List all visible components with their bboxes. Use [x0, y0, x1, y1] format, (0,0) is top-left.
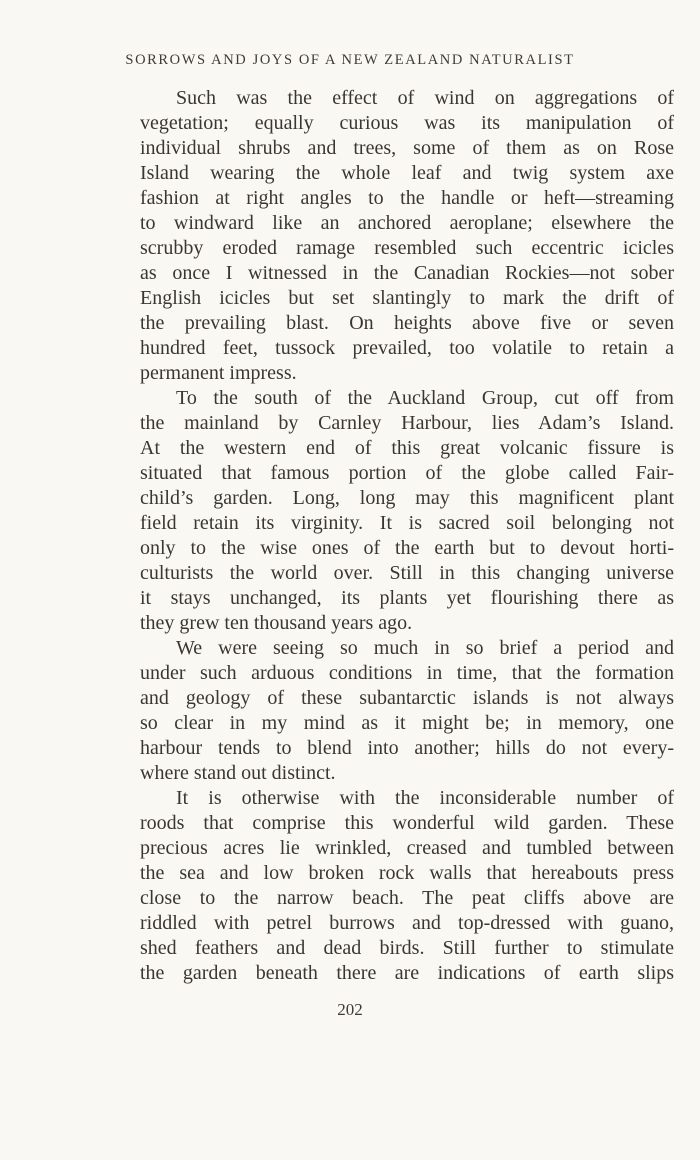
text-line: and geology of these subantarctic islands is not always	[140, 687, 674, 709]
text-line: situated that famous portion of the globe called Fair-	[140, 462, 674, 484]
text-line: to windward like an anchored aeroplane; elsewhere the	[140, 212, 674, 234]
text-line: harbour tends to blend into another; hills do not every-	[140, 737, 674, 759]
text-line: To the south of the Auckland Group, cut off from	[176, 387, 674, 409]
text-line: We were seeing so much in so brief a period and	[176, 637, 674, 659]
text-line: close to the narrow beach. The peat cliffs above are	[140, 887, 674, 909]
text-line: child’s garden. Long, long may this magnificent plant	[140, 487, 674, 509]
text-line: culturists the world over. Still in this changing universe	[140, 562, 674, 584]
text-line: vegetation; equally curious was its manipulation of	[140, 112, 674, 134]
body-text	[140, 86, 674, 986]
text-line: as once I witnessed in the Canadian Rockies—not sober	[140, 262, 674, 284]
text-line: It is otherwise with the inconsiderable number of	[176, 787, 674, 809]
text-line: shed feathers and dead birds. Still further to stimulate	[140, 937, 674, 959]
text-line: they grew ten thousand years ago.	[140, 612, 413, 634]
text-line: field retain its virginity. It is sacred soil belonging not	[140, 512, 674, 534]
text-line: fashion at right angles to the handle or heft—streaming	[140, 187, 674, 209]
running-head: SORROWS AND JOYS OF A NEW ZEALAND NATURALIST	[125, 52, 575, 68]
text-line: Such was the effect of wind on aggregations of	[176, 87, 674, 109]
text-line: riddled with petrel burrows and top-dressed with guano,	[140, 912, 674, 934]
text-line: it stays unchanged, its plants yet flourishing there as	[140, 587, 674, 609]
text-line: where stand out distinct.	[140, 762, 336, 784]
text-line: the prevailing blast. On heights above five or seven	[140, 312, 674, 334]
text-line: the sea and low broken rock walls that hereabouts press	[140, 862, 674, 884]
text-line: so clear in my mind as it might be; in memory, one	[140, 712, 674, 734]
text-line: under such arduous conditions in time, that the formation	[140, 662, 674, 684]
text-line: only to the wise ones of the earth but to devout horti-	[140, 537, 674, 559]
text-line: Island wearing the whole leaf and twig system axe	[140, 162, 674, 184]
text-line: At the western end of this great volcanic fissure is	[140, 437, 674, 459]
text-line: the mainland by Carnley Harbour, lies Adam’s Island.	[140, 412, 674, 434]
page-number: 202	[337, 1000, 363, 1019]
text-line: the garden beneath there are indications of earth slips	[140, 962, 674, 984]
text-line: permanent impress.	[140, 362, 297, 384]
text-line: individual shrubs and trees, some of them as on Rose	[140, 137, 674, 159]
text-line: scrubby eroded ramage resembled such eccentric icicles	[140, 237, 674, 259]
text-line: hundred feet, tussock prevailed, too volatile to retain a	[140, 337, 674, 359]
text-line: precious acres lie wrinkled, creased and tumbled between	[140, 837, 674, 859]
text-line: roods that comprise this wonderful wild garden. These	[140, 812, 674, 834]
text-line: English icicles but set slantingly to mark the drift of	[140, 287, 674, 309]
